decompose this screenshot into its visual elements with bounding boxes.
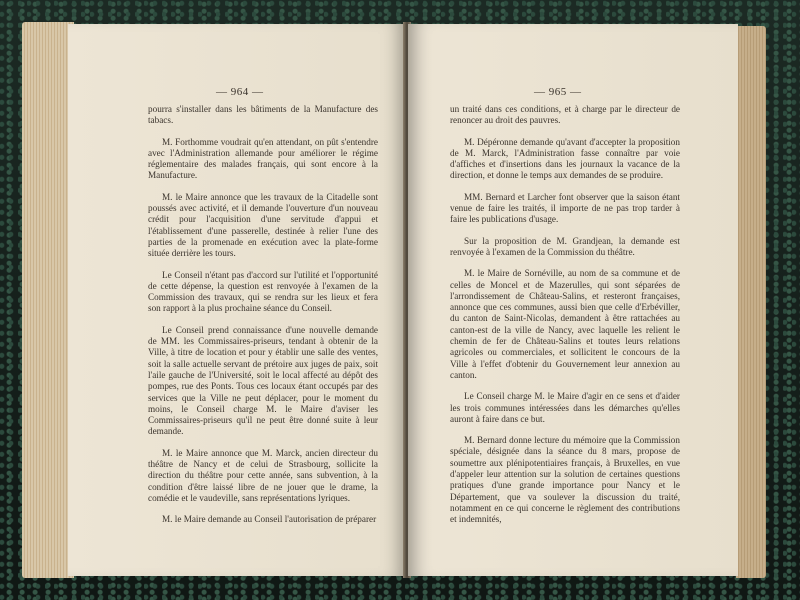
paragraph: M. le Maire annonce que M. Marck, ancien directeur du théâtre de Nancy et de celui de Strasbourg, sollicite la direction du théâtre pour cette année, sans subvention, à la condition d'être laissé libre de ne jouer que le drame, la comédie et le vaudeville, sans représentations lyriques. <box>148 447 378 503</box>
page-text <box>450 104 680 536</box>
left-page <box>68 24 406 576</box>
paragraph: M. le Maire annonce que les travaux de la Citadelle sont poussés avec activité, et il demande l'ouverture d'un nouveau crédit pour l'acquisition d'une servitude d'appui et l'établissement d'une passerelle, destinée à relier l'une des parties de la promenade en exécution avec la plate-forme située derrière les tours. <box>148 191 378 259</box>
paragraph: Le Conseil n'étant pas d'accord sur l'utilité et l'opportunité de cette dépense, la question est renvoyée à l'examen de la Commission des travaux, qui se rendra sur les lieux et fera son rapport à la plus prochaine séance du Conseil. <box>148 269 378 314</box>
paragraph: M. Bernard donne lecture du mémoire que la Commission spéciale, désignée dans la séance du 8 mars, propose de soumettre aux plénipotentiaires français, à Bruxelles, en vue d'appeler leur attention sur la solution de certaines questions pratiques d'une grande importance pour Nancy et le Département, que va soulever la discussion du traité, notamment en ce qui concerne le règlement des contributions et indemnités, <box>450 435 680 525</box>
page-text <box>148 104 378 536</box>
paragraph: MM. Bernard et Larcher font observer que la saison étant venue de faire les traités, il importe de ne pas trop tarder à faire les publications d'usage. <box>450 191 680 225</box>
paragraph: un traité dans ces conditions, et à charge par le directeur de renoncer au droit des pauvres. <box>450 104 680 126</box>
paragraph: pourra s'installer dans les bâtiments de la Manufacture des tabacs. <box>148 104 378 126</box>
page-number: — 964 — <box>216 86 264 98</box>
right-page-edges <box>736 26 766 578</box>
paragraph: M. le Maire demande au Conseil l'autorisation de préparer <box>162 514 377 525</box>
paragraph: Le Conseil prend connaissance d'une nouvelle demande de MM. les Commissaires-priseurs, tendant à obtenir de la Ville, à titre de location et pour y établir une salle des ventes, soit la salle actuelle servant de prétoire aux juges de paix, soit l'aile gauche de l'Université, soit le local affecté au dépôt des pompes, rue des Ponts. Tous ces locaux étant occupés par des services que la Ville ne peut déplacer, pour le moment du moins, le Conseil charge M. le Maire d'aviser les Commissaires-priseurs qu'il ne peut être donné suite à leur demande. <box>148 324 378 437</box>
page-number: — 965 — <box>534 86 582 98</box>
paragraph: Sur la proposition de M. Grandjean, la demande est renvoyée à l'examen de la Commission du théâtre. <box>450 235 680 257</box>
paragraph: Le Conseil charge M. le Maire d'agir en ce sens et d'aider les trois communes intéressées dans les démarches qu'elles auront à faire dans ce but. <box>450 391 680 424</box>
right-page <box>408 24 738 576</box>
left-page-edges <box>22 22 74 578</box>
paragraph: M. Forthomme voudrait qu'en attendant, on pût s'entendre avec l'Administration allemande pour améliorer le régime réglementaire des malades français, qui sont encore à la Manufacture. <box>148 136 378 181</box>
paragraph: M. Dépéronne demande qu'avant d'accepter la proposition de M. Marck, l'Administration fasse connaître par voie d'affiches et d'insertions dans les journaux la vacance de la direction, et donne le temps aux demandes de se produire. <box>450 136 680 181</box>
paragraph: M. le Maire de Sornéville, au nom de sa commune et de celles de Moncel et de Mazerulles, qui sont séparées de l'arrondissement de Château-Salins, et resteront françaises, annonce que ces communes, aussi bien que celle d'Erbéviller, du canton de Saint-Nicolas, demandent à être rattachées au canton-est de la ville de Nancy, avec laquelle les relient le chemin de fer de Château-Salins et toutes leurs relations agricoles ou commerciales, et sollicitent le concours de la Ville à l'effet d'obtenir du Gouvernement leur annexion au canton. <box>450 268 680 380</box>
